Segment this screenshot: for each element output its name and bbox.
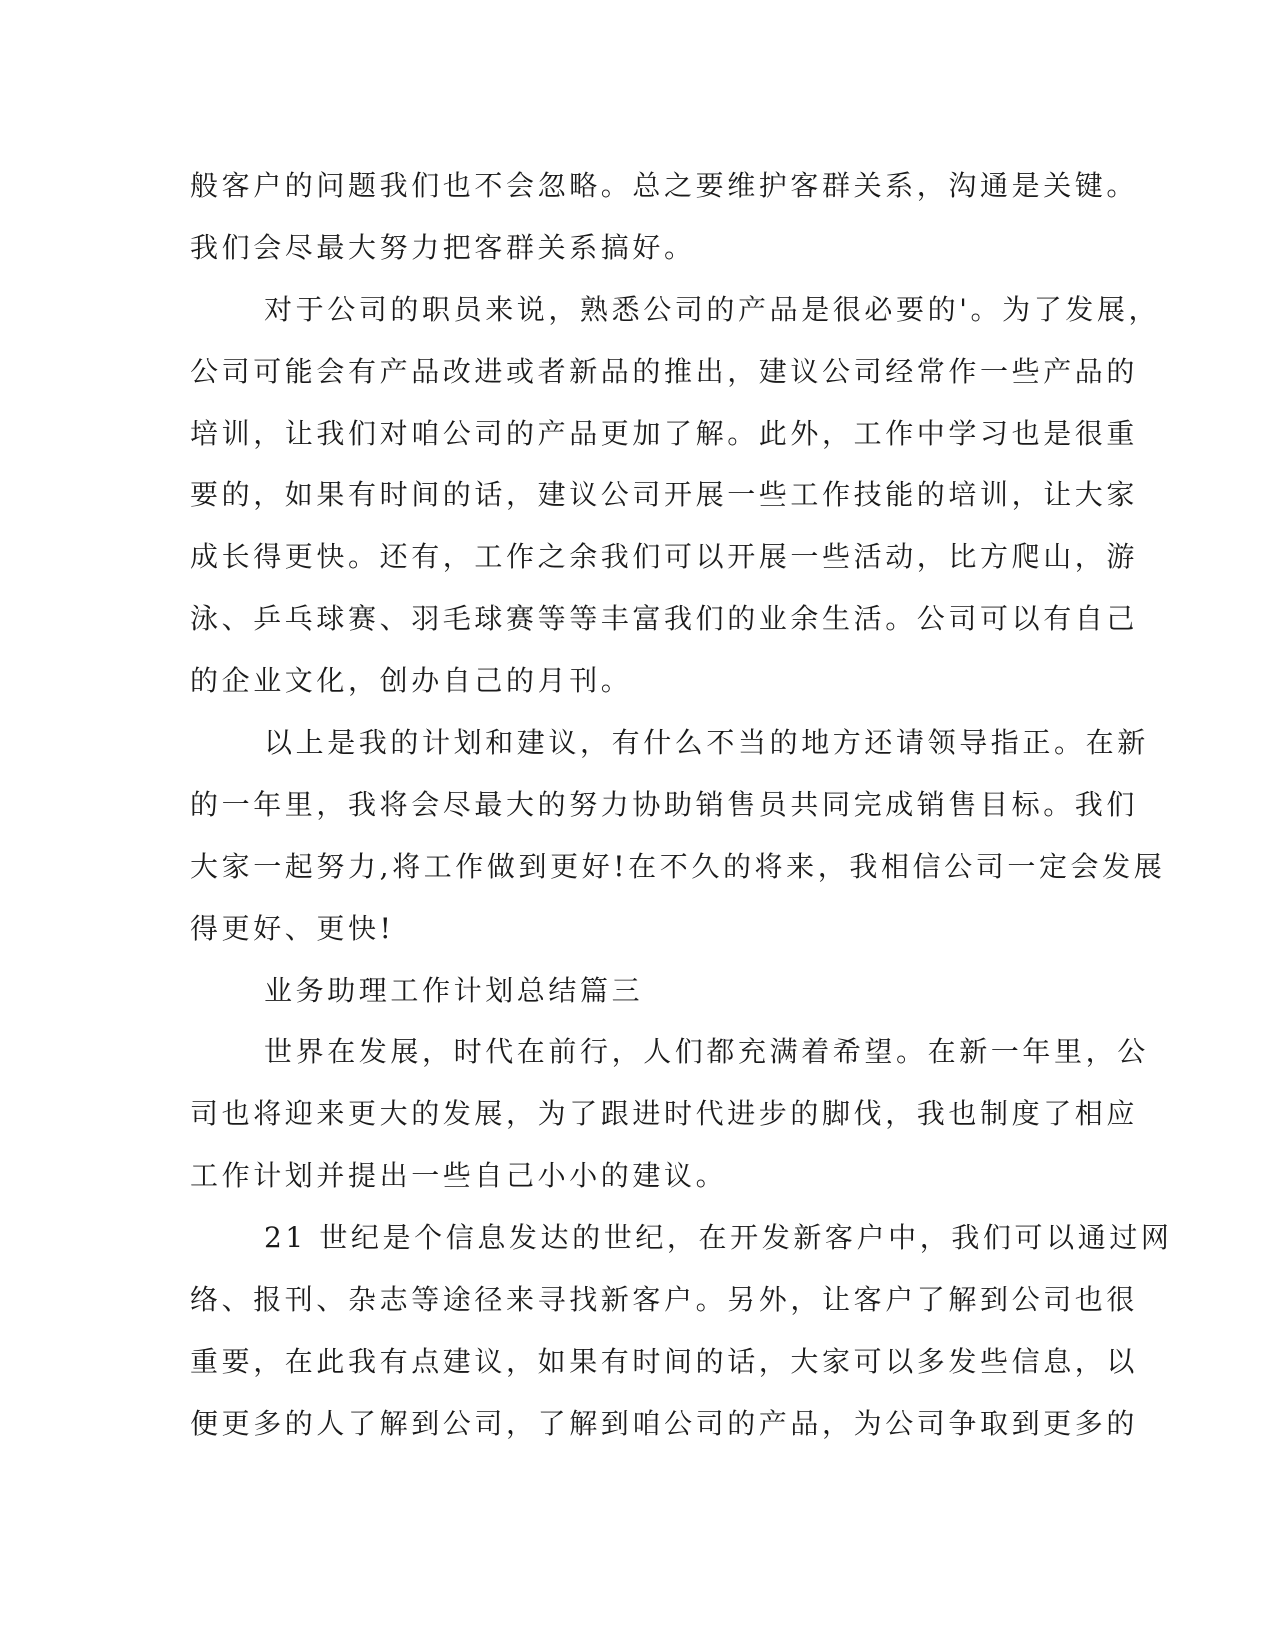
text-line: 泳、乒乓球赛、羽毛球赛等等丰富我们的业余生活。公司可以有自己 <box>190 602 1139 636</box>
paragraph-first-line: 对于公司的职员来说，熟悉公司的产品是很必要的'。为了发展， <box>264 292 1161 326</box>
text-line: 的一年里，我将会尽最大的努力协助销售员共同完成销售目标。我们 <box>190 787 1139 821</box>
text-line: 培训，让我们对咱公司的产品更加了解。此外，工作中学习也是很重 <box>190 416 1139 450</box>
text-line: 得更好、更快! <box>190 911 395 945</box>
paragraph-first-line: 世界在发展，时代在前行，人们都充满着希望。在新一年里，公 <box>264 1035 1149 1069</box>
paragraph-first-line: 21 世纪是个信息发达的世纪，在开发新客户中，我们可以通过网 <box>264 1221 1173 1255</box>
text-line: 公司可能会有产品改进或者新品的推出，建议公司经常作一些产品的 <box>190 354 1139 388</box>
text-line: 的企业文化，创办自己的月刊。 <box>190 664 633 698</box>
document-body <box>190 155 1173 1455</box>
text-line: 司也将迎来更大的发展，为了跟进时代进步的脚伐，我也制度了相应 <box>190 1097 1139 1131</box>
text-line: 重要，在此我有点建议，如果有时间的话，大家可以多发些信息，以 <box>190 1344 1139 1378</box>
text-line: 要的，如果有时间的话，建议公司开展一些工作技能的培训，让大家 <box>190 478 1139 512</box>
text-line: 络、报刊、杂志等途径来寻找新客户。另外，让客户了解到公司也很 <box>190 1283 1139 1317</box>
text-line: 我们会尽最大努力把客群关系搞好。 <box>190 230 696 264</box>
paragraph-first-line: 业务助理工作计划总结篇三 <box>264 973 644 1007</box>
text-line: 便更多的人了解到公司，了解到咱公司的产品，为公司争取到更多的 <box>190 1406 1139 1440</box>
text-line: 工作计划并提出一些自己小小的建议。 <box>190 1159 728 1193</box>
text-line: 大家一起努力,将工作做到更好!在不久的将来，我相信公司一定会发展 <box>190 849 1166 883</box>
text-line: 般客户的问题我们也不会忽略。总之要维护客群关系，沟通是关键。 <box>190 169 1139 202</box>
text-line: 成长得更快。还有，工作之余我们可以开展一些活动，比方爬山，游 <box>190 540 1139 574</box>
paragraph-first-line: 以上是我的计划和建议，有什么不当的地方还请领导指正。在新 <box>264 726 1149 760</box>
